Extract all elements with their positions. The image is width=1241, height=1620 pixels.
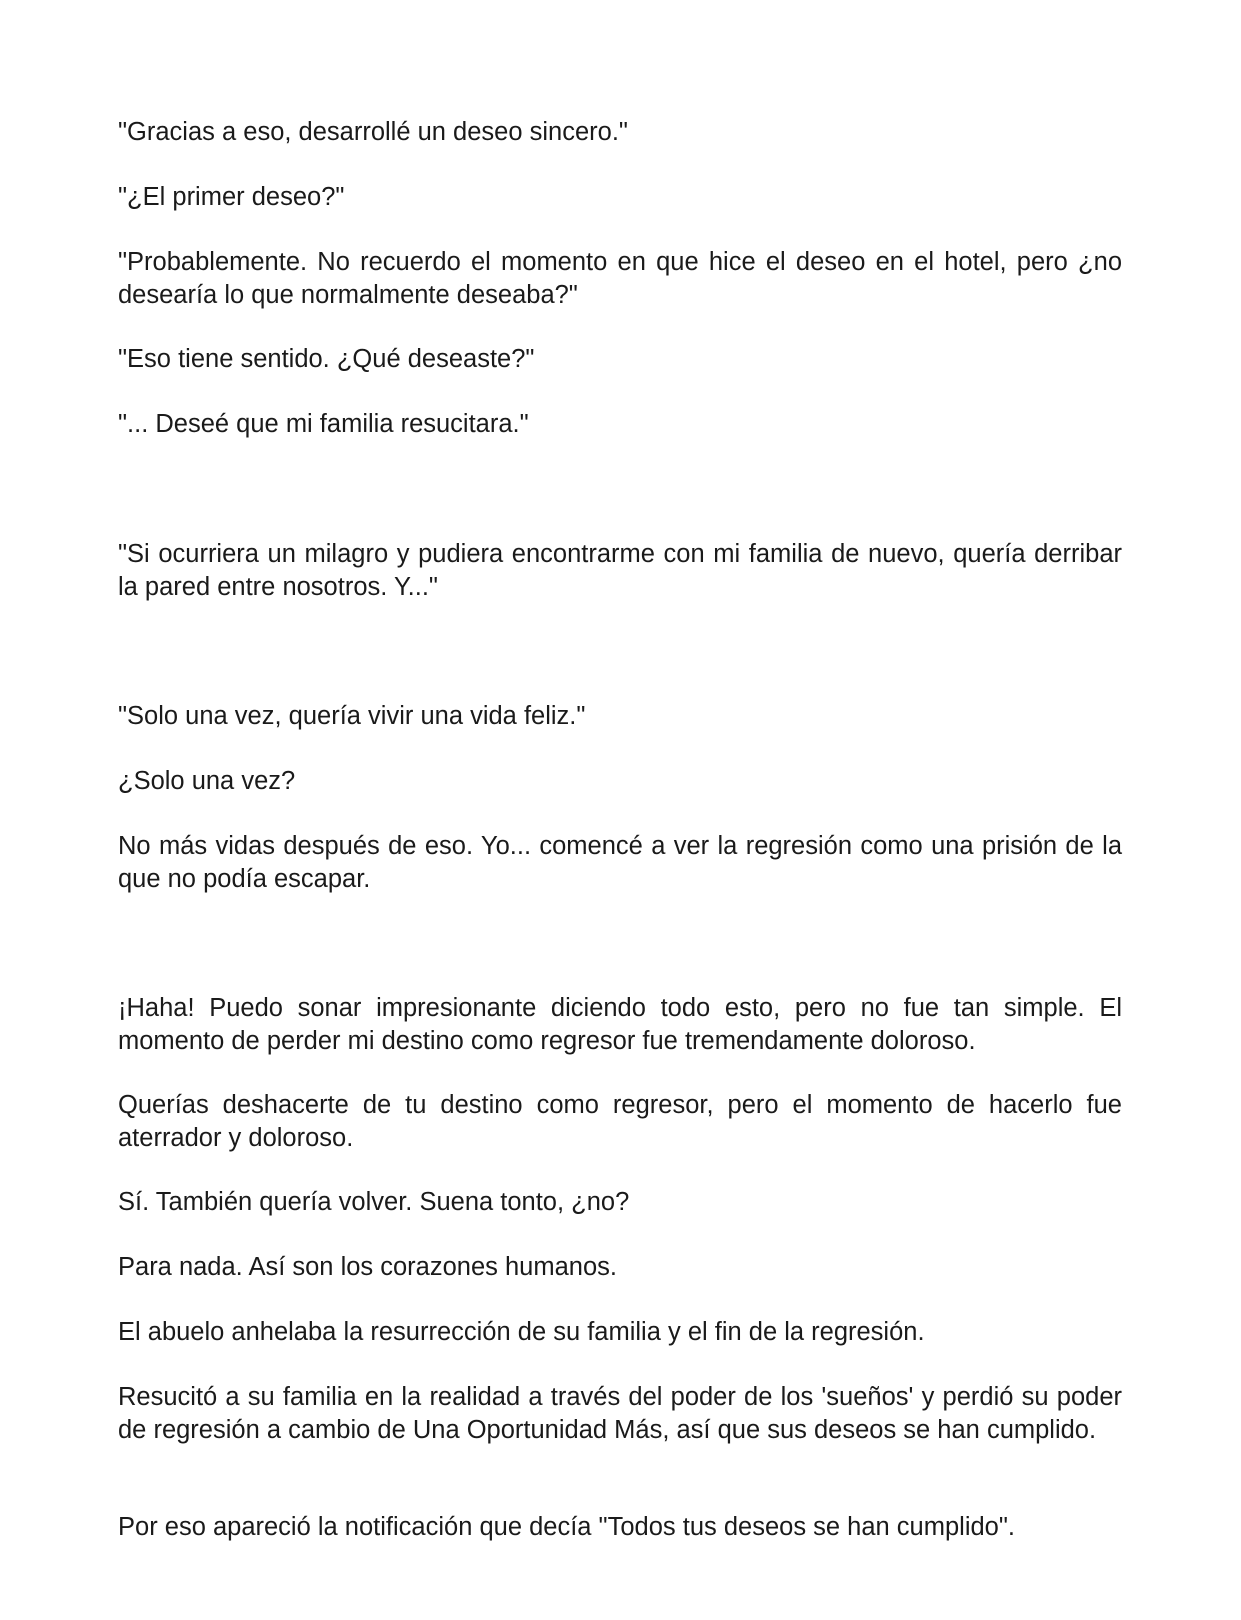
- paragraph-5: "... Deseé que mi familia resucitara.": [118, 410, 529, 438]
- paragraph-16: Por eso apareció la notificación que decía "Todos tus deseos se han cumplido".: [118, 1513, 1015, 1541]
- paragraph-4: "Eso tiene sentido. ¿Qué deseaste?": [118, 345, 535, 373]
- paragraph-6: "Si ocurriera un milagro y pudiera encontrarme con mi familia de nuevo, quería derribar la pared entre nosotros. Y...": [118, 540, 1122, 601]
- paragraph-7: "Solo una vez, quería vivir una vida feliz.": [118, 702, 586, 730]
- paragraph-15: Resucitó a su familia en la realidad a través del poder de los 'sueños' y perdió su poder de regresión a cambio de Una Oportunidad Más, así que sus deseos se han cumplido.: [118, 1383, 1122, 1444]
- paragraph-14: El abuelo anhelaba la resurrección de su familia y el fin de la regresión.: [118, 1318, 925, 1346]
- paragraph-10: ¡Haha! Puedo sonar impresionante diciendo todo esto, pero no fue tan simple. El momento de perder mi destino como regresor fue tremendamente doloroso.: [118, 994, 1122, 1055]
- paragraph-8: ¿Solo una vez?: [118, 767, 296, 795]
- paragraph-11: Querías deshacerte de tu destino como regresor, pero el momento de hacerlo fue aterrador y doloroso.: [118, 1091, 1122, 1152]
- paragraph-1: "Gracias a eso, desarrollé un deseo sincero.": [118, 118, 628, 146]
- paragraph-13: Para nada. Así son los corazones humanos.: [118, 1253, 617, 1281]
- paragraph-3: "Probablemente. No recuerdo el momento en que hice el deseo en el hotel, pero ¿no desearía lo que normalmente deseaba?": [118, 248, 1122, 309]
- paragraph-12: Sí. También quería volver. Suena tonto, ¿no?: [118, 1188, 630, 1216]
- paragraph-9: No más vidas después de eso. Yo... comencé a ver la regresión como una prisión de la que no podía escapar.: [118, 832, 1122, 893]
- paragraph-2: "¿El primer deseo?": [118, 183, 345, 211]
